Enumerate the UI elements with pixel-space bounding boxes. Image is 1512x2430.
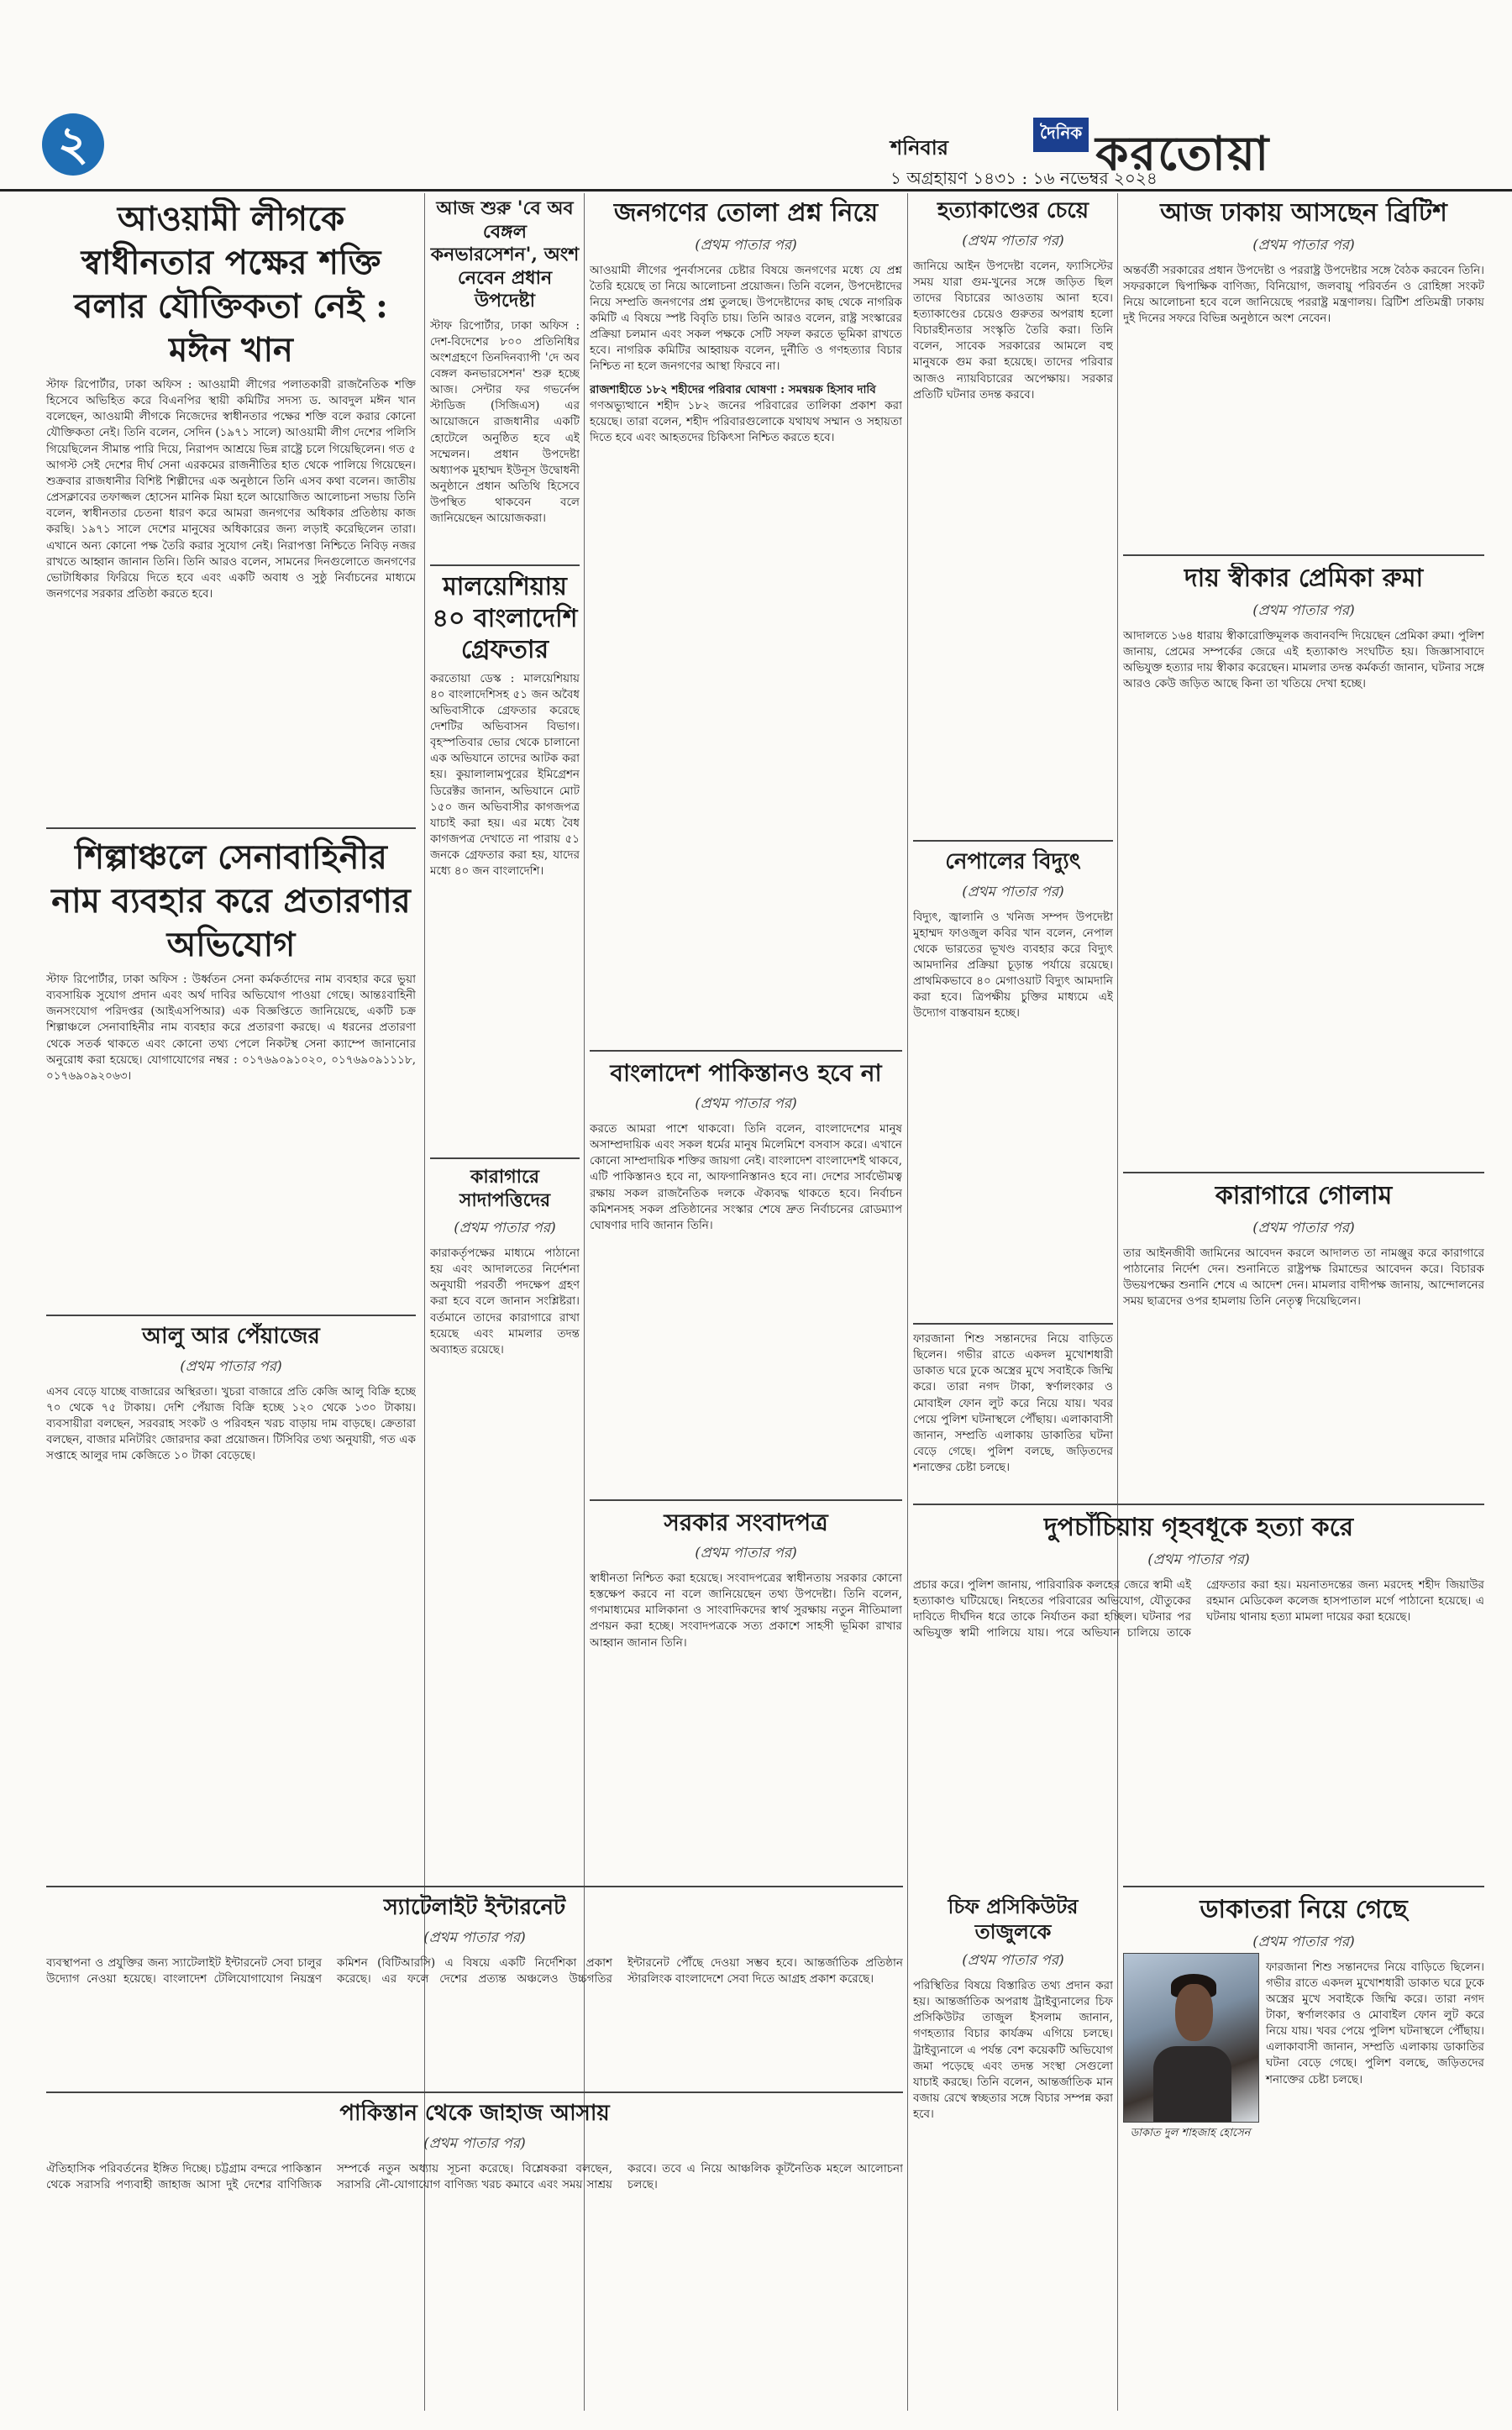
story-body: আওয়ামী লীগের পুনর্বাসনের চেষ্টার বিষয়ে জনগণের মধ্যে যে প্রশ্ন তৈরি হয়েছে তা নিয়ে আলোচনা প্রয়োজন। তিনি বলেন, উপদেষ্টাদের নিয়ে সম্প্রতি জনগণের প্রশ্ন তুলছে। উপদেষ্টাদের কাছ থেকে নাগরিক কমিটি এ বিষয়ে স্পষ্ট বিবৃতি চায়। তিনি আরও বলেন, রাষ্ট্র সংস্কারের প্রক্রিয়া চলমান এবং সকল পক্ষকে সেটি সফল করতে ভূমিকা রাখতে হবে। নাগরিক কমিটির আহ্বায়ক বলেন, দুর্নীতি ও গণহত্যার বিচার নিশ্চিত না হলে জনগণের আস্থা ফিরবে না। (590, 263, 902, 374)
headline: নেপালের বিদ্যুৎ (945, 849, 1081, 874)
headline: স্যাটেলাইট ইন্টারনেট (383, 1895, 566, 1920)
story-body: আদালতে ১৬৪ ধারায় স্বীকারোক্তিমূলক জবানবন্দি দিয়েছেন প্রেমিকা রুমা। পুলিশ জানায়, প্রেমের সম্পর্কের জেরে এই হত্যাকাণ্ড সংঘটিত হয়। জিজ্ঞাসাবাদে অভিযুক্ত হত্যার দায় স্বীকার করেছেন। মামলার তদন্ত কর্মকর্তা জানান, ঘটনার সঙ্গে আরও কেউ জড়িত আছে কিনা তা খতিয়ে দেখা হচ্ছে। (1123, 628, 1484, 690)
story-body-2: গণঅভ্যুত্থানে শহীদ ১৮২ জনের পরিবারের তালিকা প্রকাশ করা হয়েছে। তারা বলেন, শহীদ পরিবারগুলোকে যথাযথ সম্মান ও সহায়তা দিতে হবে এবং আহতদের চিকিৎসা নিশ্চিত করতে হবে। (590, 398, 902, 445)
story-shilpanchal (46, 836, 416, 1306)
divider (913, 840, 1113, 842)
divider (590, 1050, 902, 1052)
suspect-photo (1123, 1953, 1259, 2123)
story-british (1123, 197, 1484, 550)
story-pakistan-jahaj (46, 2100, 903, 2411)
continued-from: (প্রথম পাতার পর) (180, 1357, 282, 1375)
continued-from: (প্রথম পাতার পর) (454, 1220, 556, 1236)
story-body: জানিয়ে আইন উপদেষ্টা বলেন, ফ্যাসিস্টের সময় যারা গুম-খুনের সঙ্গে জড়িত ছিল তাদের বিচারের আওতায় আনা হবে। হত্যাকাণ্ডের চেয়েও গুরুতর অপরাধ হলো বিচারহীনতার সংস্কৃতি তৈরি করা। তিনি বলেন, সাবেক সরকারের আমলে বহু মানুষকে গুম করা হয়েছে। তাদের পরিবার আজও ন্যায়বিচারের অপেক্ষায়। সরকার প্রতিটি ঘটনার তদন্ত করবে। (913, 259, 1113, 402)
continued-from: (প্রথম পাতার পর) (962, 883, 1064, 900)
story-body: স্টাফ রিপোর্টার, ঢাকা অফিস : দেশ-বিদেশের ৮০০ প্রতিনিধির অংশগ্রহণে তিনদিনব্যাপী 'দে অব বেঙ্গল কনভারসেশন' শুরু হচ্ছে আজ। সেন্টার ফর গভর্নেন্স স্টাডিজ (সিজিএস) এর আয়োজনে রাজধানীর একটি হোটেলে অনুষ্ঠিত হবে এই সম্মেলন। প্রধান উপদেষ্টা অধ্যাপক মুহাম্মদ ইউনূস উদ্বোধনী অনুষ্ঠানে প্রধান অতিথি হিসেবে উপস্থিত থাকবেন বলে জানিয়েছেন আয়োজকরা। (430, 318, 580, 526)
headline: জনগণের তোলা প্রশ্ন নিয়ে (613, 198, 879, 228)
subhead: রাজশাহীতে ১৮২ শহীদের পরিবার ঘোষণা : সমন্বয়ক হিসাব দাবি (590, 382, 876, 396)
brand-small: দৈনিক (1033, 118, 1089, 152)
divider (1123, 1172, 1484, 1173)
story-day-shikar (1123, 563, 1484, 1168)
headline: দায় স্বীকার প্রেমিকা রুমা (1184, 564, 1424, 593)
brand-name: করতোয়া (1095, 126, 1271, 181)
divider (430, 1157, 580, 1159)
story-body: প্রচার করে। পুলিশ জানায়, পারিবারিক কলহের জেরে স্বামী এই হত্যাকাণ্ড ঘটিয়েছে। নিহতের পরিবারের অভিযোগ, যৌতুকের দাবিতে দীর্ঘদিন ধরে তাকে নির্যাতন করা হচ্ছিল। ঘটনার পর অভিযুক্ত স্বামী পালিয়ে যায়। পরে অভিযান চালিয়ে তাকে গ্রেফতার করা হয়। ময়নাতদন্তের জন্য মরদেহ শহীদ জিয়াউর রহমান মেডিকেল কলেজ হাসপাতাল মর্গে পাঠানো হয়েছে। এ ঘটনায় থানায় হত্যা মামলা দায়ের করা হয়েছে। (913, 1577, 1484, 1640)
divider (913, 1504, 1484, 1505)
story-hatyakando (913, 197, 1113, 836)
headline: আজ ঢাকায় আসছেন ব্রিটিশ (1160, 198, 1447, 228)
story-body: করতোয়া ডেস্ক : মালয়েশিয়ায় ৪০ বাংলাদেশিসহ ৫১ জন অবৈধ অভিবাসীকে গ্রেফতার করেছে দেশটির অভিবাসন বিভাগ। বৃহস্পতিবার ভোর থেকে চালানো এক অভিযানে তাদের আটক করা হয়। কুয়ালালামপুরের ইমিগ্রেশন ডিরেক্টর জানান, অভিযানে মোট ১৫০ জন অভিবাসীর কাগজপত্র যাচাই করা হয়। এর মধ্যে বৈধ কাগজপত্র দেখাতে না পারায় ৫১ জনকে গ্রেফতার করা হয়, যাদের মধ্যে ৪০ জন বাংলাদেশি। (430, 671, 580, 879)
headline: আলু আর পেঁয়াজের (142, 1324, 320, 1349)
divider (1123, 554, 1484, 556)
story-body: ফারজানা শিশু সন্তানদের নিয়ে বাড়িতে ছিলেন। গভীর রাতে একদল মুখোশধারী ডাকাত ঘরে ঢুকে অস্ত্রের মুখে সবাইকে জিম্মি করে। তারা নগদ টাকা, স্বর্ণালংকার ও মোবাইল ফোন লুট করে নিয়ে যায়। খবর পেয়ে পুলিশ ঘটনাস্থলে পৌঁছায়। এলাকাবাসী জানান, সম্প্রতি এলাকায় ডাকাতির ঘটনা বেড়ে গেছে। পুলিশ বলছে, জড়িতদের শনাক্তের চেষ্টা চলছে। (1266, 1960, 1484, 2086)
divider (430, 564, 580, 566)
divider (46, 827, 416, 829)
photo-caption: ডাকাত দুল শাহজাহ হোসেন (1130, 2127, 1251, 2139)
story-body: ফারজানা শিশু সন্তানদের নিয়ে বাড়িতে ছিলেন। গভীর রাতে একদল মুখোশধারী ডাকাত ঘরে ঢুকে অস্ত্রের মুখে সবাইকে জিম্মি করে। তারা নগদ টাকা, স্বর্ণালংকার ও মোবাইল ফোন লুট করে নিয়ে যায়। খবর পেয়ে পুলিশ ঘটনাস্থলে পৌঁছায়। এলাকাবাসী জানান, সম্প্রতি এলাকায় ডাকাতির ঘটনা বেড়ে গেছে। পুলিশ বলছে, জড়িতদের শনাক্তের চেষ্টা চলছে। (913, 1332, 1113, 1475)
story-bay-of-bengal (430, 197, 580, 559)
story-sarkar (590, 1508, 902, 1877)
divider (590, 1499, 902, 1501)
story-body: স্টাফ রিপোর্টার, ঢাকা অফিস : উর্ধ্বতন সেনা কর্মকর্তাদের নাম ব্যবহার করে ভুয়া ব্যবসায়িক সুযোগ প্রদান এবং অর্থ দাবির অভিযোগ পাওয়া গেছে। আন্তঃবাহিনী জনসংযোগ পরিদপ্তর (আইএসপিআর) এক বিজ্ঞপ্তিতে জানিয়েছে, একটি চক্র শিল্পাঞ্চলে সেনাবাহিনীর নাম ব্যবহার করে প্রতারণা করছে। এ ধরনের প্রতারণা থেকে সতর্ক থাকতে এবং কোনো তথ্য পেলে নিকটস্থ সেনা ক্যাম্পে জানানোর অনুরোধ করা হয়েছে। যোগাযোগের নম্বর : ০১৭৬৯০৯১০২০, ০১৭৬৯০৯১১১৮, ০১৭৬৯০৯২০৬৩। (46, 973, 416, 1083)
story-karagar-sadapatra (430, 1166, 580, 1880)
story-karagare-golam (1123, 1180, 1484, 1499)
story-body: তার আইনজীবী জামিনের আবেদন করলে আদালত তা নামঞ্জুর করে কারাগারে পাঠানোর নির্দেশ দেন। শুনানিতে রাষ্ট্রপক্ষ রিমান্ডের আবেদন করে। বিচারক উভয়পক্ষের শুনানি শেষে এ আদেশ দেন। মামলার বাদীপক্ষ জানায়, আন্দোলনের সময় ছাত্রদের ওপর হামলায় তিনি নেতৃত্ব দিয়েছিলেন। (1123, 1246, 1484, 1308)
photo-face (1175, 1984, 1213, 2041)
headline: কারাগারে গোলাম (1215, 1181, 1393, 1210)
story-body: পরিস্থিতির বিষয়ে বিস্তারিত তথ্য প্রদান করা হয়। আন্তর্জাতিক অপরাধ ট্রাইব্যুনালের চিফ প্রসিকিউটর তাজুল ইসলাম জানান, গণহত্যার বিচার কার্যক্রম এগিয়ে চলছে। ট্রাইব্যুনালে এ পর্যন্ত বেশ কয়েকটি অভিযোগ জমা পড়েছে এবং তদন্ত সংস্থা সেগুলো যাচাই করছে। তিনি বলেন, আন্তর্জাতিক মান বজায় রেখে স্বচ্ছতার সঙ্গে বিচার সম্পন্ন করা হবে। (913, 1979, 1113, 2122)
continued-from: (প্রথম পাতার পর) (1147, 1551, 1250, 1568)
headline: আওয়ামী লীগকে স্বাধীনতার পক্ষের শক্তি বলার যৌক্তিকতা নেই : মঈন খান (74, 199, 388, 370)
divider (46, 1886, 903, 1887)
headline: সরকার সংবাদপত্র (664, 1509, 828, 1536)
column-rule (1117, 193, 1118, 2411)
headline: দুপচাঁচিয়ায় গৃহবধূকে হত্যা করে (1043, 1513, 1354, 1542)
story-awami (46, 197, 416, 819)
story-body: স্টাফ রিপোর্টার, ঢাকা অফিস : আওয়ামী লীগের পলাতকারী রাজনৈতিক শক্তি হিসেবে অভিহিত করে বিএনপির স্থায়ী কমিটির সদস্য ড. আবদুল মঈন খান বলেছেন, আওয়ামী লীগকে নিজেদের স্বাধীনতার পক্ষের শক্তি বলে করার কোনো যৌক্তিকতা নেই। তিনি বলেন, সেদিন (১৯৭১ সালে) আওয়ামী লীগ দেশের পলিসি গিয়েছিলেন সীমান্ত পারি দিয়ে, নিরাপদ আশ্রয়ে ভিন্ন রাষ্ট্রে চলে গিয়েছিলেন। গত ৫ আগস্ট সেই দেশের দীর্ঘ সেনা এরকমের রাজনীতির হাত থেকে পালিয়ে গিয়েছেন। শুক্রবার রাজধানীর বিশিষ্ট শিল্পীদের এক অনুষ্ঠানে তিনি এসব কথা বলেন। জাতীয় প্রেসক্লাবের তফাজ্জল হোসেন মানিক মিয়া হলে আয়োজিত আলোচনা সভায় তিনি বলেন, স্বাধীনতার চেতনা ধারণ করে আমরা জনগণের অধিকার প্রতিষ্ঠায় কাজ করছি। ১৯৭১ সালে দেশের মানুষের অধিকারের জন্য লড়াই করেছিলেন তারা। এখানে অন্য কোনো পক্ষ তৈরি করার সুযোগ নেই। নিরাপত্তা নিশ্চিতে নিবিড় নজর রাখতে আহ্বান জানান তিনি। তিনি আরও বলেন, সামনের দিনগুলোতে জনগণের ভোটাধিকার ফিরিয়ে দিতে হবে এবং একটি অবাধ ও সুষ্ঠু নির্বাচনের মাধ্যমে জনগণের সরকার প্রতিষ্ঠা করতে হবে। (46, 378, 416, 601)
column-rule (907, 193, 908, 2411)
continued-from: (প্রথম পাতার পর) (1252, 1933, 1355, 1950)
headline: পাকিস্তান থেকে জাহাজ আসায় (339, 2101, 610, 2126)
headline: বাংলাদেশ পাকিস্তানও হবে না (610, 1059, 882, 1087)
story-body: এসব বেড়ে যাচ্ছে বাজারের অস্থিরতা। খুচরা বাজারে প্রতি কেজি আলু বিক্রি হচ্ছে ৭০ থেকে ৭৫ টাকায়। দেশি পেঁয়াজ বিক্রি হচ্ছে ১২০ থেকে ১৩০ টাকায়। ব্যবসায়ীরা বলছেন, সরবরাহ সংকট ও পরিবহন খরচ বাড়ায় দাম বাড়ছে। ক্রেতারা বলছেন, বাজার মনিটরিং জোরদার করা প্রয়োজন। টিসিবির তথ্য অনুযায়ী, গত এক সপ্তাহে আলুর দাম কেজিতে ১০ টাকা বেড়েছে। (46, 1384, 416, 1463)
dateline: ১ অগ্রহায়ণ ১৪৩১ : ১৬ নভেম্বর ২০২৪ (890, 168, 1158, 188)
continued-from: (প্রথম পাতার পর) (423, 2134, 526, 2152)
headline: শিল্পাঞ্চলে সেনাবাহিনীর নাম ব্যবহার করে প্রতারণার অভিযোগ (51, 837, 411, 964)
story-pakistan-hobe (590, 1058, 902, 1495)
story-body: বিদ্যুৎ, জ্বালানি ও খনিজ সম্পদ উপদেষ্টা মুহাম্মদ ফাওজুল কবির খান বলেন, নেপাল থেকে ভারতের ভূখণ্ড ব্যবহার করে বিদ্যুৎ আমদানির প্রক্রিয়া চূড়ান্ত পর্যায়ে রয়েছে। প্রাথমিকভাবে ৪০ মেগাওয়াট বিদ্যুৎ আমদানি করা হবে। ত্রিপক্ষীয় চুক্তির মাধ্যমে এই উদ্যোগ বাস্তবায়ন হচ্ছে। (913, 910, 1113, 1021)
continued-from: (প্রথম পাতার পর) (695, 1095, 797, 1112)
weekday: শনিবার (890, 135, 948, 160)
headline: আজ শুরু 'বে অব বেঙ্গল কনভারসেশন', অংশ নেবেন প্রধান উপদেষ্টা (430, 197, 580, 312)
story-body: স্বাধীনতা নিশ্চিত করা হয়েছে। সংবাদপত্রের স্বাধীনতায় সরকার কোনো হস্তক্ষেপ করবে না বলে জানিয়েছেন তথ্য উপদেষ্টা। তিনি বলেন, গণমাধ্যমের মালিকানা ও সাংবাদিকদের স্বার্থ সুরক্ষায় নতুন নীতিমালা প্রণয়ন করা হচ্ছে। সংবাদপত্রকে সত্য প্রকাশে সাহসী ভূমিকা রাখার আহ্বান জানান তিনি। (590, 1572, 902, 1650)
story-body: কারাকর্তৃপক্ষের মাধ্যমে পাঠানো হয় এবং আদালতের নির্দেশনা অনুযায়ী পরবর্তী পদক্ষেপ গ্রহণ করা হবে বলে জানান সংশ্লিষ্টরা। বর্তমানে তাদের কারাগারে রাখা হয়েছে এবং মামলার তদন্ত অব্যাহত রয়েছে। (430, 1246, 580, 1357)
story-nepal (913, 848, 1113, 1319)
brand-logo (1033, 118, 1270, 197)
continued-from: (প্রথম পাতার পর) (962, 1952, 1064, 1969)
headline: কারাগারে সাদাপত্তিদের (459, 1166, 551, 1211)
story-body: অন্তর্বর্তী সরকারের প্রধান উপদেষ্টা ও পররাষ্ট্র উপদেষ্টার সঙ্গে বৈঠক করবেন তিনি। সফরকালে দ্বিপাক্ষিক বাণিজ্য, বিনিয়োগ, জলবায়ু পরিবর্তন ও রোহিঙ্গা সংকট নিয়ে আলোচনা হবে বলে জানিয়েছে পররাষ্ট্র মন্ত্রণালয়। ব্রিটিশ প্রতিমন্ত্রী ঢাকায় দুই দিনের সফরে বিভিন্ন অনুষ্ঠানে অংশ নেবেন। (1123, 263, 1484, 325)
continued-from: (প্রথম পাতার পর) (1252, 236, 1355, 254)
headline: মালয়েশিয়ায় ৪০ বাংলাদেশি গ্রেফতার (432, 572, 578, 664)
story-body: ব্যবস্থাপনা ও প্রযুক্তির জন্য স্যাটেলাইট ইন্টারনেট সেবা চালুর উদ্যোগ নেওয়া হয়েছে। বাংলাদেশ টেলিযোগাযোগ নিয়ন্ত্রণ কমিশন (বিটিআরসি) এ বিষয়ে একটি নির্দেশিকা প্রকাশ করেছে। এর ফলে দেশের প্রত্যন্ত অঞ্চলেও উচ্চগতির ইন্টারনেট পৌঁছে দেওয়া সম্ভব হবে। আন্তর্জাতিক প্রতিষ্ঠান স্টারলিংক বাংলাদেশে সেবা দিতে আগ্রহ প্রকাশ করেছে। (46, 1955, 903, 1986)
headline: হত্যাকাণ্ডের চেয়ে (937, 198, 1089, 223)
continued-from: (প্রথম পাতার পর) (1252, 601, 1355, 619)
story-dupchanchia (913, 1512, 1484, 1882)
page-number-badge: ২ (42, 113, 104, 176)
continued-from: (প্রথম পাতার পর) (695, 1545, 797, 1561)
story-chief-prosecutor (913, 1894, 1113, 2406)
continued-from: (প্রথম পাতার পর) (423, 1929, 526, 1946)
photo-shirt (1153, 2046, 1231, 2122)
headline: চিফ প্রসিকিউটর তাজুলকে (948, 1894, 1079, 1944)
story-jonogon (590, 197, 902, 1046)
divider (1123, 1886, 1484, 1887)
story-aloo (46, 1323, 416, 1877)
divider (46, 2091, 903, 2093)
divider (46, 1315, 416, 1316)
headline: ডাকাতরা নিয়ে গেছে (1200, 1895, 1408, 1924)
continued-from: (প্রথম পাতার পর) (962, 232, 1064, 249)
continued-from: (প্রথম পাতার পর) (1252, 1219, 1355, 1236)
story-body: ঐতিহাসিক পরিবর্তনের ইঙ্গিত দিচ্ছে। চট্টগ্রাম বন্দরে পাকিস্তান থেকে সরাসরি পণ্যবাহী জাহাজ আসা দুই দেশের বাণিজ্যিক সম্পর্কে নতুন অধ্যায় সূচনা করেছে। বিশ্লেষকরা বলছেন, সরাসরি নৌ-যোগাযোগ বাণিজ্য খরচ কমাবে এবং সময় সাশ্রয় করবে। তবে এ নিয়ে আঞ্চলিক কূটনৈতিক মহলে আলোচনা চলছে। (46, 2161, 903, 2191)
masthead (0, 0, 1512, 192)
story-satellite (46, 1894, 903, 2087)
continued-from: (প্রথম পাতার পর) (695, 236, 797, 254)
divider (913, 1323, 1113, 1325)
story-malaysia (430, 571, 580, 1151)
story-body: করতে আমরা পাশে থাকবো। তিনি বলেন, বাংলাদেশের মানুষ অসাম্প্রদায়িক এবং সকল ধর্মের মানুষ মিলেমিশে বসবাস করে। এখানে কোনো সাম্প্রদায়িক শক্তির জায়গা নেই। বাংলাদেশ বাংলাদেশই থাকবে, এটি পাকিস্তানও হবে না, আফগানিস্তানও হবে না। দেশের সার্বভৌমত্ব রক্ষায় সকল রাজনৈতিক দলকে ঐক্যবদ্ধ থাকতে হবে। নির্বাচন কমিশনসহ সকল প্রতিষ্ঠানের সংস্কার শেষে দ্রুত নির্বাচনের রোডম্যাপ ঘোষণার দাবি জানান তিনি। (590, 1122, 902, 1232)
